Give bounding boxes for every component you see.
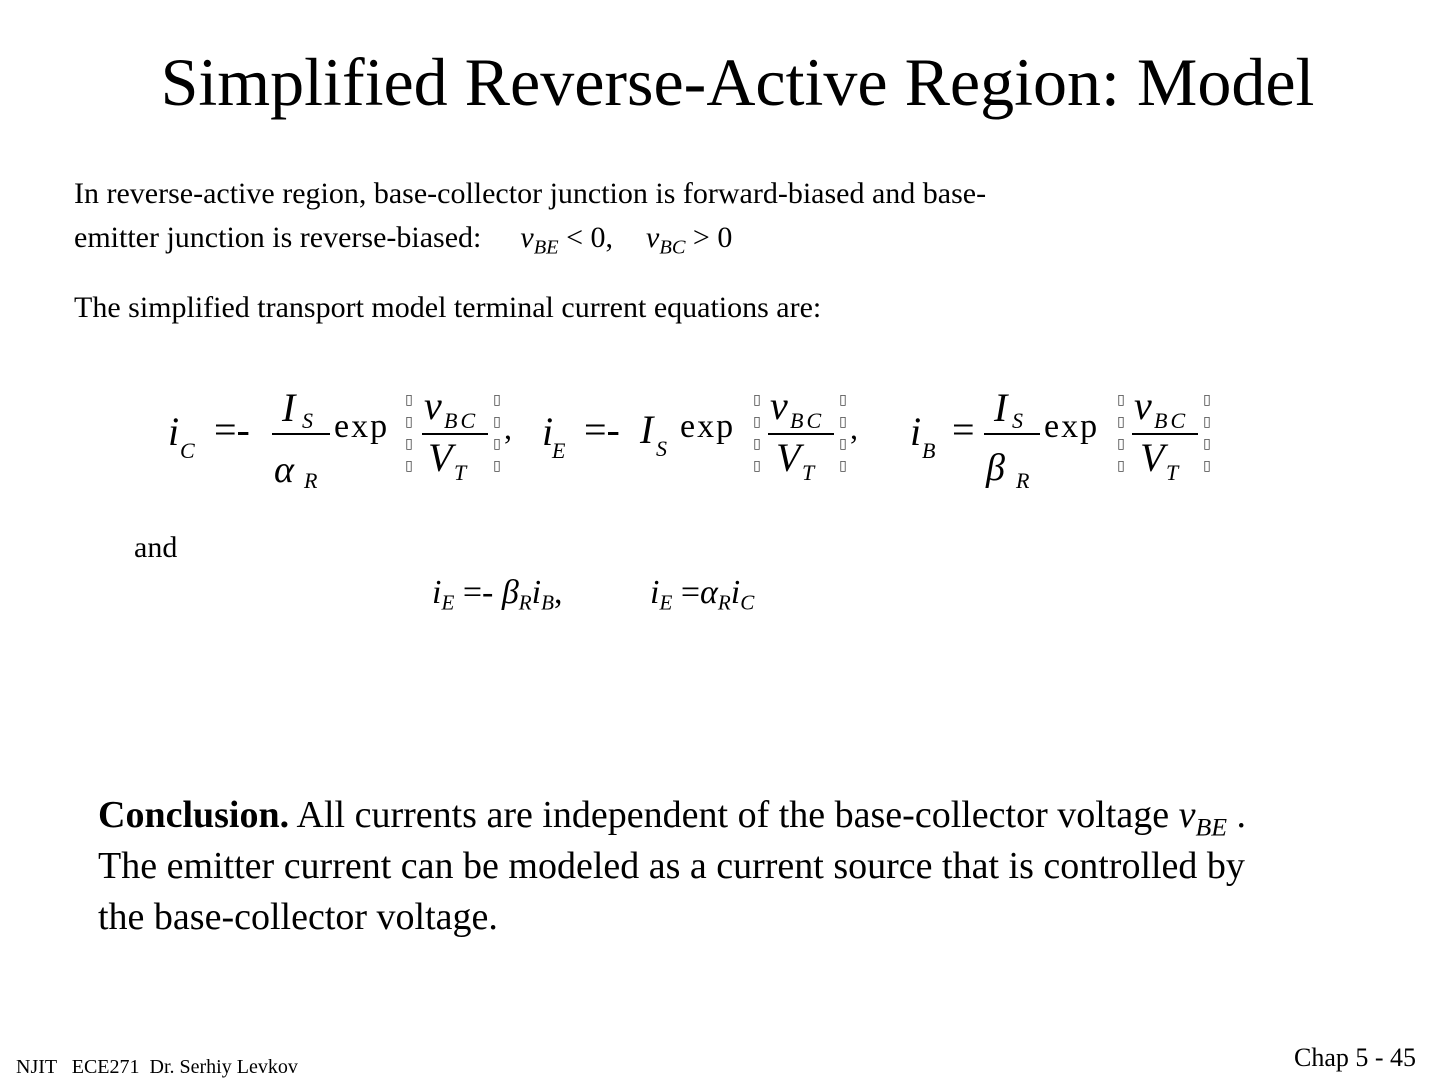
ic-arg-num-sub: BC — [444, 408, 479, 433]
intro-paragraph — [74, 172, 986, 260]
ib-arg-num: v — [1134, 383, 1152, 428]
ib-lhs-sub: B — [922, 438, 936, 463]
cond-vbc-var: v — [646, 221, 660, 254]
conclusion-var-sub: BE — [1195, 812, 1228, 842]
and-text: and — [134, 531, 178, 564]
conclusion-line-2: The emitter current can be modeled as a current source that is controlled by — [98, 845, 1245, 887]
footer-page-number: Chap 5 - 45 — [1294, 1043, 1417, 1072]
ic-bracket-right: ▯ ▯ ▯ ▯ — [493, 393, 501, 474]
intro-line-2-text: emitter junction is reverse-biased: — [74, 221, 482, 254]
ie-comma: , — [850, 410, 858, 446]
ie-lhs: i — [542, 409, 554, 454]
ic-den: α — [274, 449, 294, 491]
ib-den: β — [986, 447, 1005, 489]
conclusion-line-3: the base-collector voltage. — [98, 896, 498, 938]
cond-vbe-var: v — [520, 221, 534, 254]
ic-fraction-line — [272, 433, 330, 435]
ib-fraction-line — [984, 433, 1040, 435]
intro-line-1: In reverse-active region, base-collector junction is forward-biased and base- — [74, 177, 987, 210]
conclusion-bold: Conclusion. — [98, 794, 290, 836]
ie-is: I — [640, 407, 654, 452]
ie-bracket-left: ▯ ▯ ▯ ▯ — [753, 393, 761, 474]
ie-arg-den-sub: T — [802, 460, 815, 485]
cond-vbe-sub: BE — [533, 236, 559, 259]
ib-exp: exp — [1044, 408, 1100, 445]
ib-arg-den: V — [1140, 435, 1165, 480]
cond-vbe-rel: < 0, — [558, 221, 614, 254]
ib-arg-den-sub: T — [1166, 460, 1179, 485]
ib-bracket-right: ▯ ▯ ▯ ▯ — [1203, 393, 1211, 474]
ic-arg-num: v — [424, 383, 442, 428]
cond-vbc-rel: > 0 — [685, 221, 733, 254]
ic-equals: =- — [214, 407, 250, 452]
ic-num: I — [282, 385, 296, 430]
ib-num: I — [994, 385, 1008, 430]
ib-arg-num-sub: BC — [1154, 408, 1189, 433]
footer-course: NJIT ECE271 Dr. Serhiy Levkov — [16, 1056, 298, 1078]
ib-bracket-left: ▯ ▯ ▯ ▯ — [1117, 393, 1125, 474]
conclusion-line-1: Conclusion. All currents are independent of the base-collector voltage $v_{BE}$ . — [98, 794, 1247, 842]
intro-line-2 — [74, 216, 986, 260]
ic-exp: exp — [334, 408, 390, 445]
ie-arg-num-sub: BC — [790, 408, 825, 433]
ic-arg-den-sub: T — [454, 460, 467, 485]
ic-comma: , — [504, 410, 512, 446]
ie-arg-den: V — [776, 435, 801, 480]
conclusion-var: v — [1178, 794, 1196, 836]
ib-lhs: i — [910, 409, 922, 454]
ic-lhs-sub: C — [180, 438, 195, 463]
ib-den-sub: R — [1016, 468, 1030, 493]
ic-den-sub: R — [304, 468, 318, 493]
ic-bracket-left: ▯ ▯ ▯ ▯ — [405, 393, 413, 474]
ic-arg-den: V — [428, 435, 453, 480]
ie-equals: =- — [584, 407, 620, 452]
ie-arg-num: v — [770, 383, 788, 428]
ie-lhs-sub: E — [552, 438, 566, 463]
ie-bracket-right: ▯ ▯ ▯ ▯ — [839, 393, 847, 474]
ic-num-sub: S — [302, 408, 313, 433]
conclusion-paragraph — [98, 790, 1246, 943]
ic-lhs: i — [168, 409, 180, 454]
cond-vbc-sub: BC — [659, 236, 686, 259]
ie-exp: exp — [680, 408, 736, 445]
relation-ie-beta: $i_E =- \beta_Ri_B$, — [432, 574, 563, 615]
transport-text: The simplified transport model terminal current equations are: — [74, 291, 822, 324]
ib-num-sub: S — [1012, 408, 1023, 433]
relation-ie-alpha: $i_E =\alpha_Ri_C$ — [650, 574, 755, 615]
ib-equals: = — [952, 407, 975, 452]
slide-title: Simplified Reverse-Active Region: Model — [160, 44, 1315, 120]
ie-is-sub: S — [656, 436, 667, 461]
